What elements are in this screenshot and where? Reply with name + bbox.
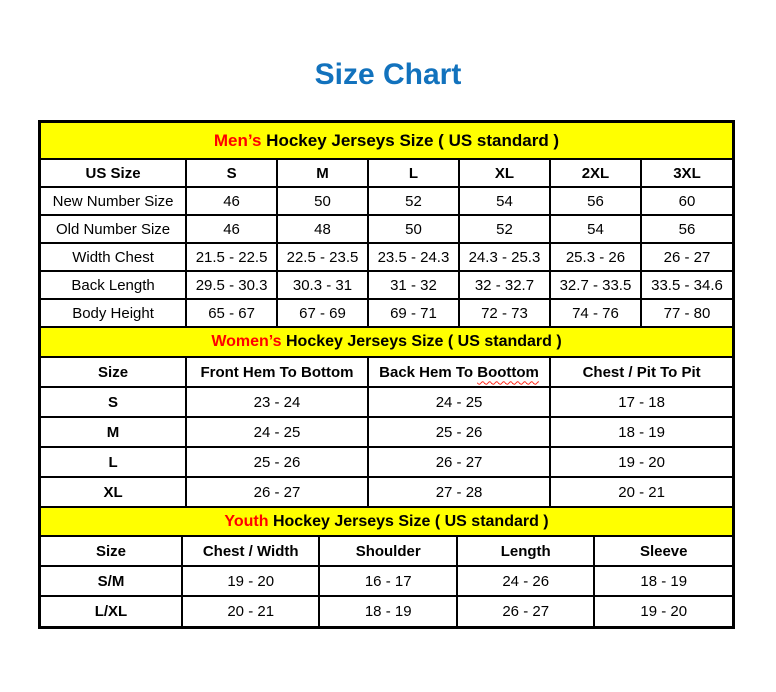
mens-section-title-rest: Hockey Jerseys Size ( US standard ) [266, 131, 560, 150]
table-row [41, 596, 732, 626]
size-value-cell: 23 - 24 [186, 387, 368, 417]
size-value-cell: 25.3 - 26 [550, 243, 641, 271]
youth-header-row [41, 536, 732, 566]
row-label: M [41, 417, 186, 447]
size-value-cell: 25 - 26 [186, 447, 368, 477]
youth-table [41, 535, 732, 626]
mens-header-row [41, 159, 732, 187]
size-value-cell: 24.3 - 25.3 [459, 243, 550, 271]
column-header: XL [459, 159, 550, 187]
womens-section-title-highlight: Women’s [211, 333, 282, 350]
size-value-cell: 24 - 25 [186, 417, 368, 447]
size-value-cell: 32 - 32.7 [459, 271, 550, 299]
size-value-cell: 67 - 69 [277, 299, 368, 327]
size-value-cell: 24 - 26 [457, 566, 595, 596]
column-header: Chest / Pit To Pit [550, 357, 732, 387]
size-value-cell: 19 - 20 [550, 447, 732, 477]
table-row [41, 566, 732, 596]
womens-section-title-rest: Hockey Jerseys Size ( US standard ) [286, 333, 562, 350]
column-header: US Size [41, 159, 186, 187]
column-header: M [277, 159, 368, 187]
size-value-cell: 17 - 18 [550, 387, 732, 417]
column-header: 3XL [641, 159, 732, 187]
size-value-cell: 16 - 17 [319, 566, 457, 596]
mens-section-title-highlight: Men’s [213, 131, 262, 150]
size-value-cell: 52 [459, 215, 550, 243]
size-value-cell: 54 [550, 215, 641, 243]
youth-section-title-highlight: Youth [224, 513, 269, 530]
size-value-cell: 26 - 27 [457, 596, 595, 626]
table-row [41, 417, 732, 447]
size-value-cell: 69 - 71 [368, 299, 459, 327]
row-label: Old Number Size [41, 215, 186, 243]
column-header: L [368, 159, 459, 187]
column-header: Shoulder [319, 536, 457, 566]
column-header: Length [457, 536, 595, 566]
size-value-cell: 19 - 20 [182, 566, 320, 596]
size-value-cell: 30.3 - 31 [277, 271, 368, 299]
column-header: Sleeve [594, 536, 732, 566]
size-value-cell: 27 - 28 [368, 477, 550, 507]
youth-section-title [41, 508, 732, 535]
size-chart-tables [38, 120, 735, 629]
column-header: Front Hem To Bottom [186, 357, 368, 387]
row-label: L/XL [41, 596, 182, 626]
size-value-cell: 26 - 27 [641, 243, 732, 271]
size-value-cell: 26 - 27 [368, 447, 550, 477]
column-header: Size [41, 536, 182, 566]
column-header: 2XL [550, 159, 641, 187]
size-value-cell: 50 [277, 187, 368, 215]
size-value-cell: 20 - 21 [550, 477, 732, 507]
page-title: Size Chart [314, 58, 462, 91]
size-value-cell: 60 [641, 187, 732, 215]
size-value-cell: 46 [186, 215, 277, 243]
mens-table [41, 158, 732, 328]
column-header: S [186, 159, 277, 187]
row-label: Body Height [41, 299, 186, 327]
size-value-cell: 22.5 - 23.5 [277, 243, 368, 271]
row-label: L [41, 447, 186, 477]
size-value-cell: 29.5 - 30.3 [186, 271, 277, 299]
table-row [41, 477, 732, 507]
table-row [41, 299, 732, 327]
size-value-cell: 18 - 19 [550, 417, 732, 447]
size-value-cell: 74 - 76 [550, 299, 641, 327]
row-label: S/M [41, 566, 182, 596]
table-row [41, 447, 732, 477]
size-value-cell: 56 [550, 187, 641, 215]
size-value-cell: 33.5 - 34.6 [641, 271, 732, 299]
size-value-cell: 32.7 - 33.5 [550, 271, 641, 299]
size-value-cell: 52 [368, 187, 459, 215]
womens-header-row [41, 357, 732, 387]
womens-table [41, 356, 732, 508]
size-value-cell: 18 - 19 [319, 596, 457, 626]
youth-section-title-rest: Hockey Jerseys Size ( US standard ) [272, 513, 549, 530]
size-value-cell: 31 - 32 [368, 271, 459, 299]
size-value-cell: 54 [459, 187, 550, 215]
row-label: XL [41, 477, 186, 507]
size-value-cell: 77 - 80 [641, 299, 732, 327]
misspelled-word: Boottom [477, 363, 539, 381]
row-label: Back Length [41, 271, 186, 299]
row-label: S [41, 387, 186, 417]
size-value-cell: 24 - 25 [368, 387, 550, 417]
mens-section-title [41, 123, 732, 158]
size-value-cell: 18 - 19 [594, 566, 732, 596]
column-header: Chest / Width [182, 536, 320, 566]
size-value-cell: 19 - 20 [594, 596, 732, 626]
size-value-cell: 50 [368, 215, 459, 243]
table-row [41, 187, 732, 215]
row-label: Width Chest [41, 243, 186, 271]
row-label: New Number Size [41, 187, 186, 215]
column-header: Back Hem To Boottom [368, 357, 550, 387]
size-value-cell: 23.5 - 24.3 [368, 243, 459, 271]
size-value-cell: 56 [641, 215, 732, 243]
size-value-cell: 20 - 21 [182, 596, 320, 626]
size-value-cell: 65 - 67 [186, 299, 277, 327]
size-value-cell: 21.5 - 22.5 [186, 243, 277, 271]
womens-section-title [41, 328, 732, 356]
table-row [41, 243, 732, 271]
table-row [41, 271, 732, 299]
size-value-cell: 48 [277, 215, 368, 243]
column-header: Size [41, 357, 186, 387]
size-value-cell: 25 - 26 [368, 417, 550, 447]
size-value-cell: 26 - 27 [186, 477, 368, 507]
size-value-cell: 72 - 73 [459, 299, 550, 327]
table-row [41, 215, 732, 243]
size-value-cell: 46 [186, 187, 277, 215]
table-row [41, 387, 732, 417]
